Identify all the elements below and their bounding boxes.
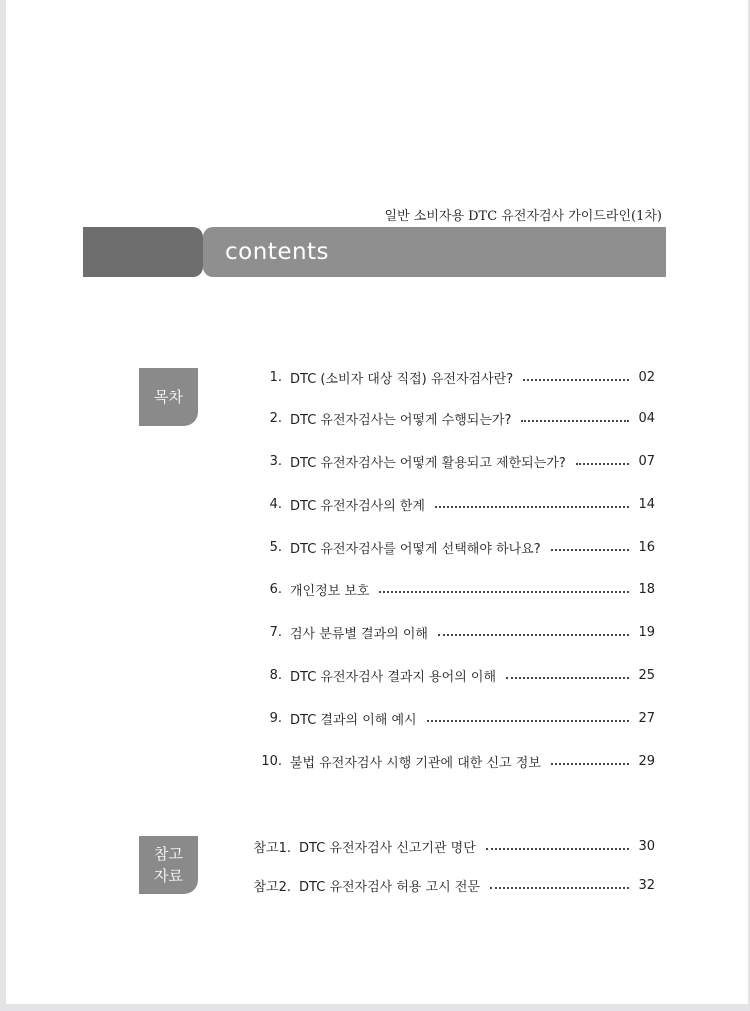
dot-leader — [551, 763, 629, 765]
references-tag — [139, 836, 198, 894]
toc-entry-title: DTC (소비자 대상 직접) 유전자검사란? — [290, 371, 514, 387]
toc-tag — [139, 368, 198, 426]
reference-entry-number: 참고2. — [253, 879, 291, 895]
toc-entry-page: 19 — [638, 624, 655, 640]
toc-entry-number: 5. — [269, 539, 282, 555]
toc-entry-page: 16 — [638, 539, 655, 555]
toc-entry-title: DTC 유전자검사는 어떻게 활용되고 제한되는가? — [290, 455, 566, 471]
toc-entry-page: 27 — [638, 710, 655, 726]
dot-leader — [435, 506, 629, 508]
toc-entry-title: DTC 유전자검사는 어떻게 수행되는가? — [290, 412, 512, 428]
toc-entry-number: 8. — [269, 667, 282, 683]
references-tag-line1: 참고 — [154, 845, 183, 863]
toc-entry-title: 불법 유전자검사 시행 기관에 대한 신고 정보 — [290, 755, 541, 771]
toc-entry-page: 25 — [638, 667, 655, 683]
toc-entry-number: 9. — [269, 710, 282, 726]
banner-title: contents — [225, 239, 330, 265]
toc-entry-title: DTC 유전자검사를 어떻게 선택해야 하나요? — [290, 541, 541, 557]
reference-entry-number: 참고1. — [253, 840, 291, 856]
toc-entry-page: 02 — [638, 369, 655, 385]
dot-leader — [521, 420, 629, 422]
contents-banner — [203, 227, 666, 277]
toc-entry-number: 6. — [269, 581, 282, 597]
toc-entry-page: 14 — [638, 496, 655, 512]
toc-entry[interactable] — [232, 451, 655, 471]
dot-leader — [438, 634, 629, 636]
dot-leader — [523, 379, 629, 381]
dot-leader — [486, 848, 629, 850]
toc-entry-page: 07 — [638, 453, 655, 469]
toc-entry-number: 3. — [269, 453, 282, 469]
dot-leader — [551, 549, 629, 551]
dot-leader — [427, 720, 629, 722]
toc-entry[interactable] — [232, 708, 655, 728]
toc-entry-number: 4. — [269, 496, 282, 512]
reference-entry-title: DTC 유전자검사 허용 고시 전문 — [299, 879, 480, 895]
toc-entry-page: 29 — [638, 753, 655, 769]
toc-tag-label: 목차 — [154, 388, 183, 406]
toc-entry-title: DTC 유전자검사의 한계 — [290, 498, 425, 514]
toc-entry-number: 1. — [269, 369, 282, 385]
references-tag-line2: 자료 — [154, 867, 183, 885]
toc-entry[interactable] — [232, 622, 655, 642]
toc-entry-number: 10. — [261, 753, 282, 769]
toc-entry-title: DTC 유전자검사 결과지 용어의 이해 — [290, 669, 497, 685]
reference-entry[interactable] — [232, 875, 655, 895]
toc-entry-title: DTC 결과의 이해 예시 — [290, 712, 417, 728]
document-page — [6, 0, 748, 1004]
dot-leader — [379, 591, 629, 593]
toc-entry[interactable] — [232, 537, 655, 557]
toc-entry[interactable] — [232, 408, 655, 428]
document-title: 일반 소비자용 DTC 유전자검사 가이드라인(1차) — [384, 209, 662, 224]
dot-leader — [506, 677, 629, 679]
toc-entry[interactable] — [232, 494, 655, 514]
toc-entry-page: 18 — [638, 581, 655, 597]
toc-entry-number: 7. — [269, 624, 282, 640]
reference-entry-page: 30 — [638, 838, 655, 854]
toc-entry-page: 04 — [638, 410, 655, 426]
toc-entry-title: 검사 분류별 결과의 이해 — [290, 626, 428, 642]
toc-entry[interactable] — [232, 367, 655, 387]
reference-entry-page: 32 — [638, 877, 655, 893]
toc-entry[interactable] — [232, 751, 655, 771]
banner-left-block — [83, 227, 203, 277]
dot-leader — [576, 463, 629, 465]
reference-entry[interactable] — [232, 836, 655, 856]
toc-entry[interactable] — [232, 665, 655, 685]
toc-entry-title: 개인정보 보호 — [290, 583, 370, 599]
reference-entry-title: DTC 유전자검사 신고기관 명단 — [299, 840, 476, 856]
dot-leader — [490, 887, 629, 889]
toc-entry[interactable] — [232, 579, 655, 599]
toc-entry-number: 2. — [269, 410, 282, 426]
